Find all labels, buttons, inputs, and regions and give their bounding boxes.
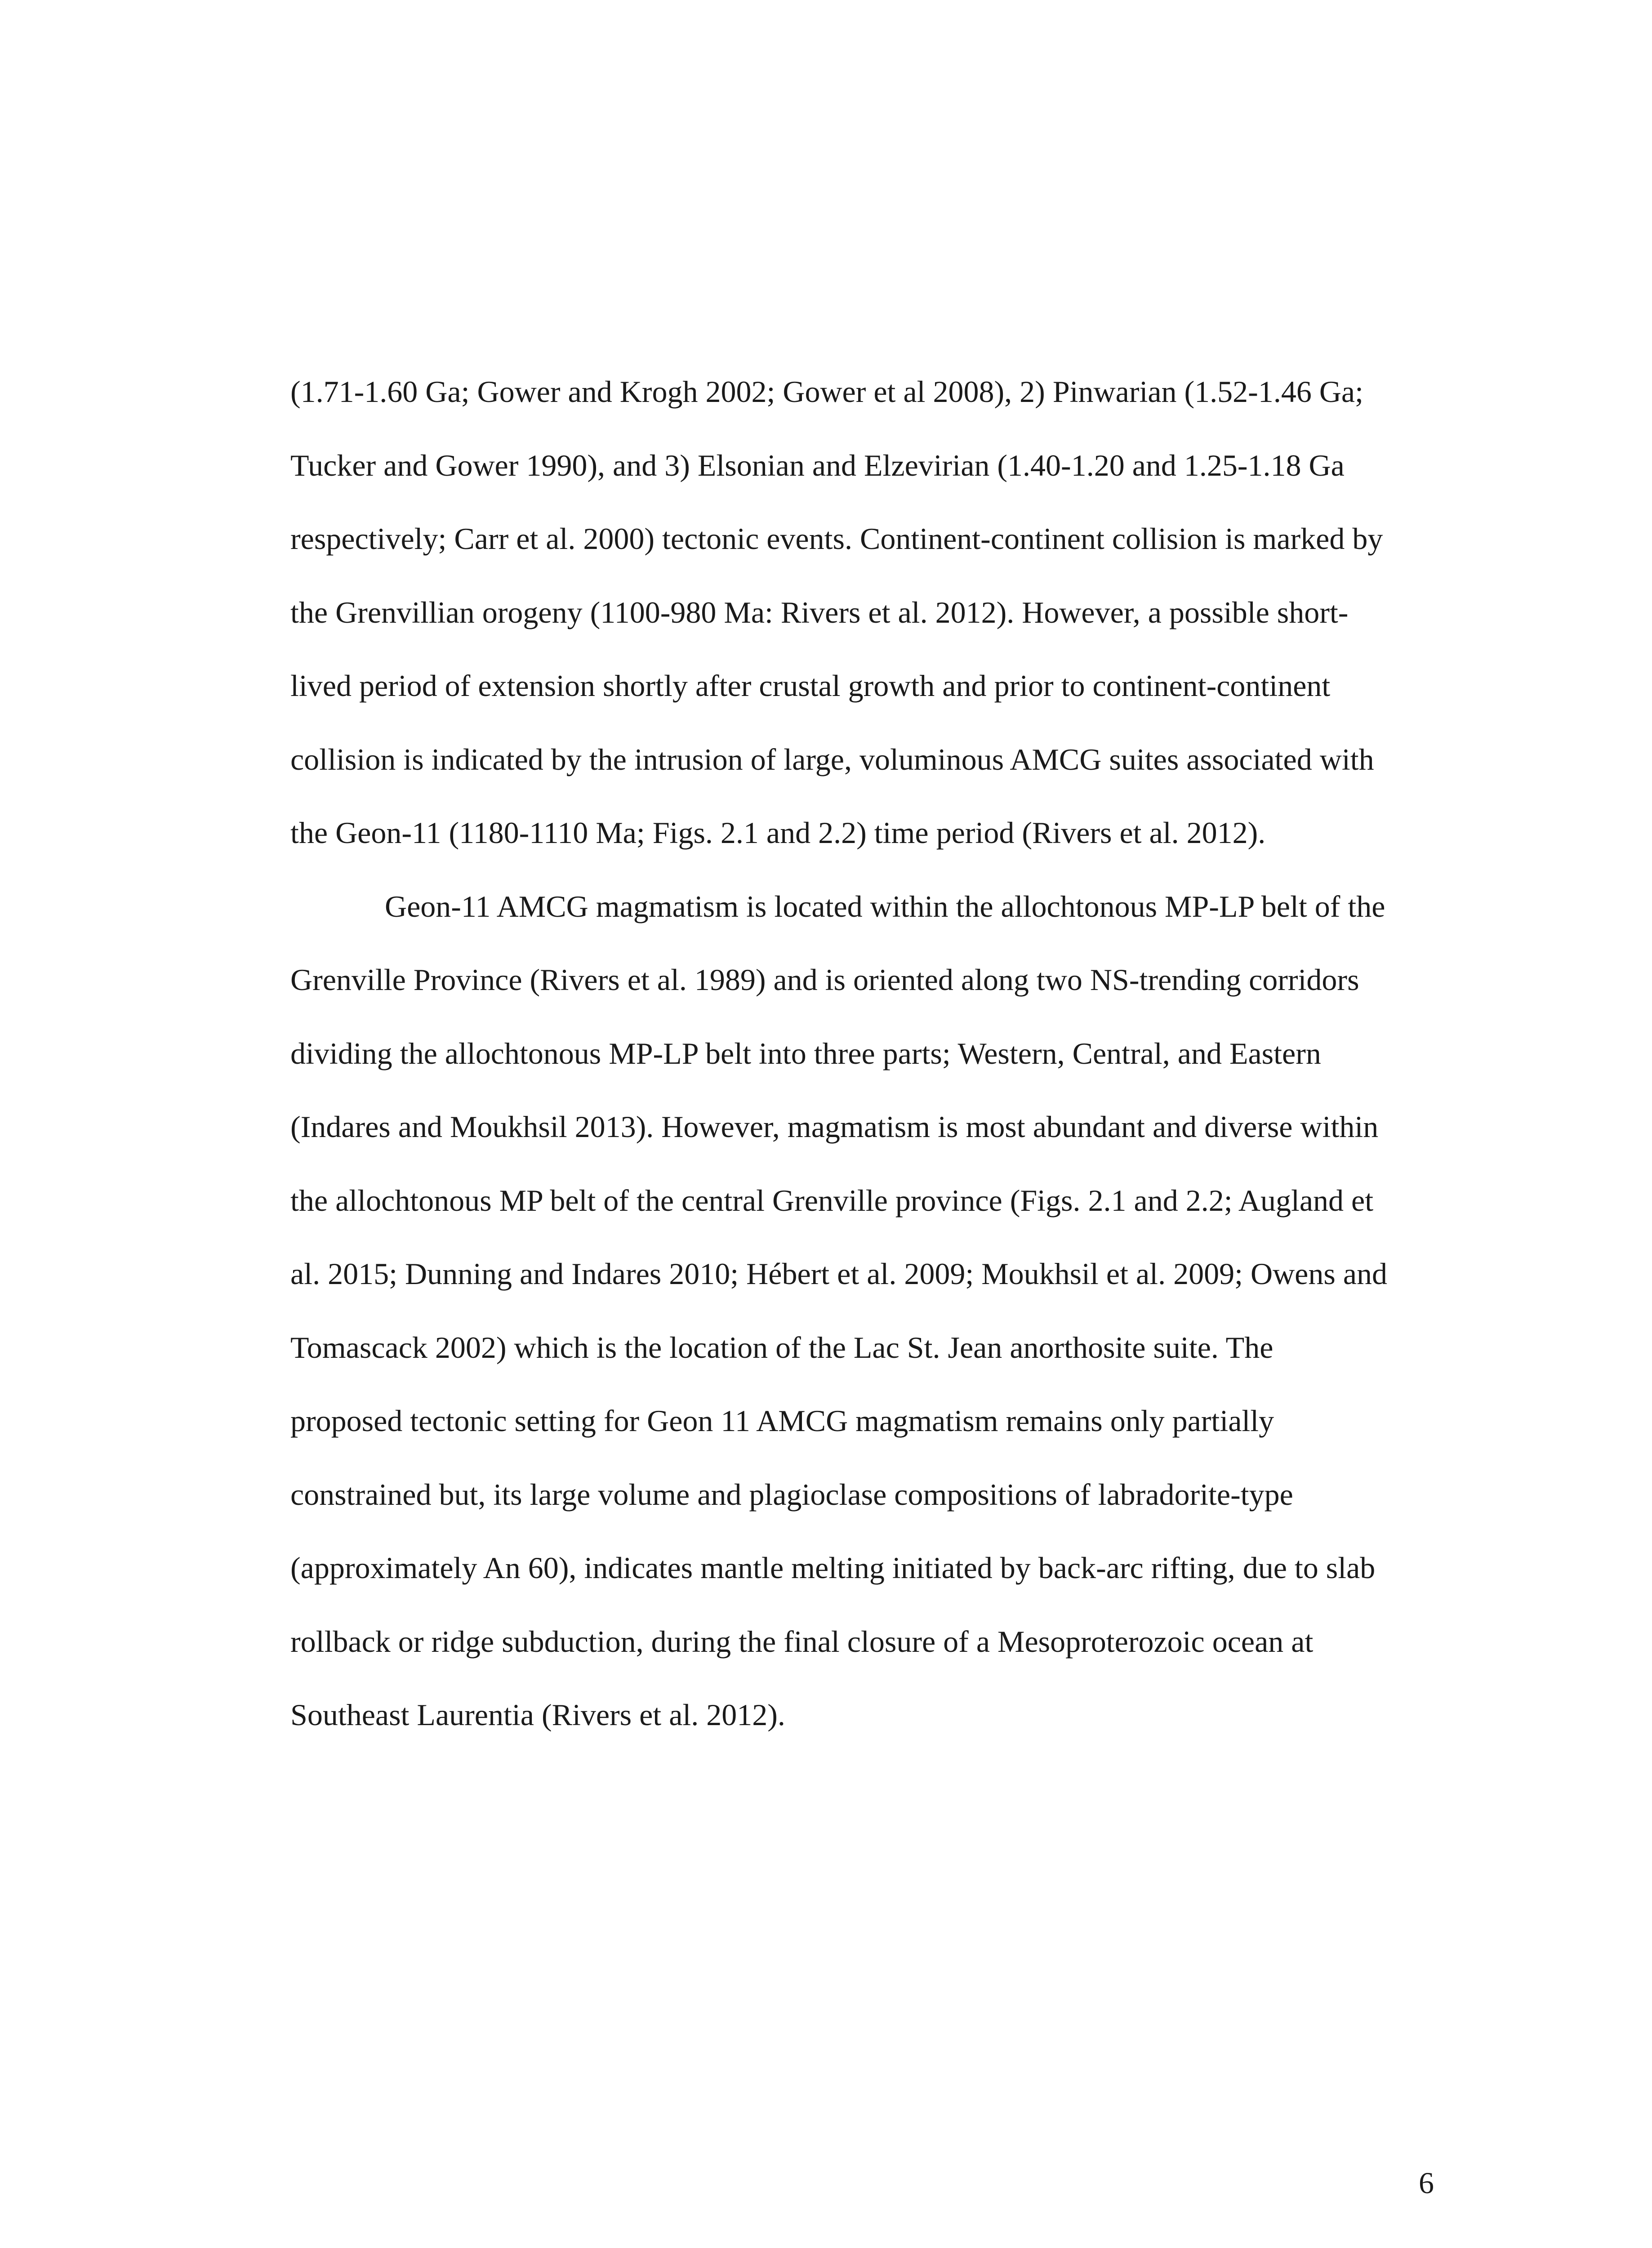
text-line: the Grenvillian orogeny (1100-980 Ma: Rivers et al. 2012). However, a possible short- xyxy=(290,595,1349,629)
text-line: constrained but, its large volume and plagioclase compositions of labradorite-type xyxy=(290,1477,1293,1512)
text-line: Southeast Laurentia (Rivers et al. 2012). xyxy=(290,1698,785,1732)
text-line: the allochtonous MP belt of the central Grenville province (Figs. 2.1 and 2.2; Augland et xyxy=(290,1183,1374,1218)
text-line: the Geon-11 (1180-1110 Ma; Figs. 2.1 and 2.2) time period (Rivers et al. 2012). xyxy=(290,816,1266,850)
text-line: Grenville Province (Rivers et al. 1989) and is oriented along two NS-trending corridors xyxy=(290,963,1359,997)
paragraph-2 xyxy=(290,870,1441,1752)
text-line: al. 2015; Dunning and Indares 2010; Hébert et al. 2009; Moukhsil et al. 2009; Owens and xyxy=(290,1257,1387,1291)
text-line: (1.71-1.60 Ga; Gower and Krogh 2002; Gower et al 2008), 2) Pinwarian (1.52-1.46 Ga; xyxy=(290,375,1364,409)
body-text xyxy=(290,355,1441,1752)
paragraph-1 xyxy=(290,355,1441,870)
text-line: lived period of extension shortly after crustal growth and prior to continent-continent xyxy=(290,669,1331,703)
text-line: rollback or ridge subduction, during the final closure of a Mesoproterozoic ocean at xyxy=(290,1624,1314,1659)
text-line: dividing the allochtonous MP-LP belt into three parts; Western, Central, and Eastern xyxy=(290,1036,1321,1070)
text-line: Tomascack 2002) which is the location of the Lac St. Jean anorthosite suite. The xyxy=(290,1330,1274,1365)
text-line: Tucker and Gower 1990), and 3) Elsonian and Elzevirian (1.40-1.20 and 1.25-1.18 Ga xyxy=(290,448,1345,482)
text-line: respectively; Carr et al. 2000) tectonic events. Continent-continent collision is marked by xyxy=(290,522,1383,556)
text-line: (Indares and Moukhsil 2013). However, magmatism is most abundant and diverse within xyxy=(290,1110,1379,1144)
page-number: 6 xyxy=(1419,2166,1434,2200)
text-line: proposed tectonic setting for Geon 11 AMCG magmatism remains only partially xyxy=(290,1404,1274,1438)
text-line: collision is indicated by the intrusion of large, voluminous AMCG suites associated with xyxy=(290,742,1374,776)
text-line: (approximately An 60), indicates mantle melting initiated by back-arc rifting, due to slab xyxy=(290,1551,1376,1585)
text-line: Geon-11 AMCG magmatism is located within the allochtonous MP-LP belt of the xyxy=(385,889,1385,923)
